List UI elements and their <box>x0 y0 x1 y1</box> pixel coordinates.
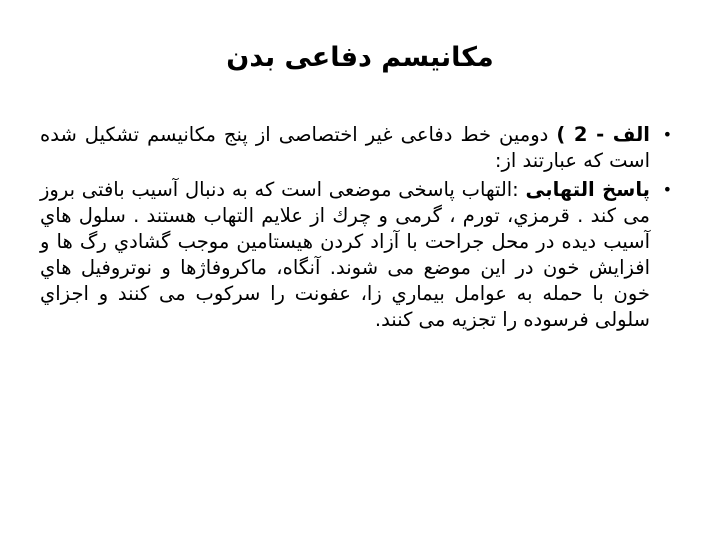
bullet-item-defense-line <box>40 122 680 174</box>
slide-title: مکانیسم دفاعی بدن <box>226 42 494 73</box>
bullet-lead-text: الف - 2 ) <box>556 123 650 146</box>
bullet-list <box>40 122 680 336</box>
bullet-icon: • <box>662 125 672 144</box>
bullet-body-text: دومین خط دفاعی غیر اختصاصی از پنج مکانیسم تشکیل شده است که عبارتند از: <box>40 123 650 172</box>
bullet-body-text: :التهاب پاسخی موضعی است که به دنبال آسیب بافتی بروز می کند . قرمزي، تورم ، گرمی و چرك از علایم التهاب هستند . سلول هاي آسیب دیده در محل جراحت با آزاد کردن هیستامین موجب گشادي رگ ها و افزایش خون در این موضع می شوند. آنگاه، ماکروفاژها و نوتروفیل هاي خون با حمله به عوامل بیماري زا، عفونت را سرکوب می کنند و اجزاي سلولی فرسوده را تجزیه می کنند. <box>40 178 650 331</box>
bullet-item-inflammatory-response <box>40 177 680 333</box>
bullet-icon: • <box>662 180 672 199</box>
bullet-lead-text: پاسخ التهابی <box>525 178 650 201</box>
